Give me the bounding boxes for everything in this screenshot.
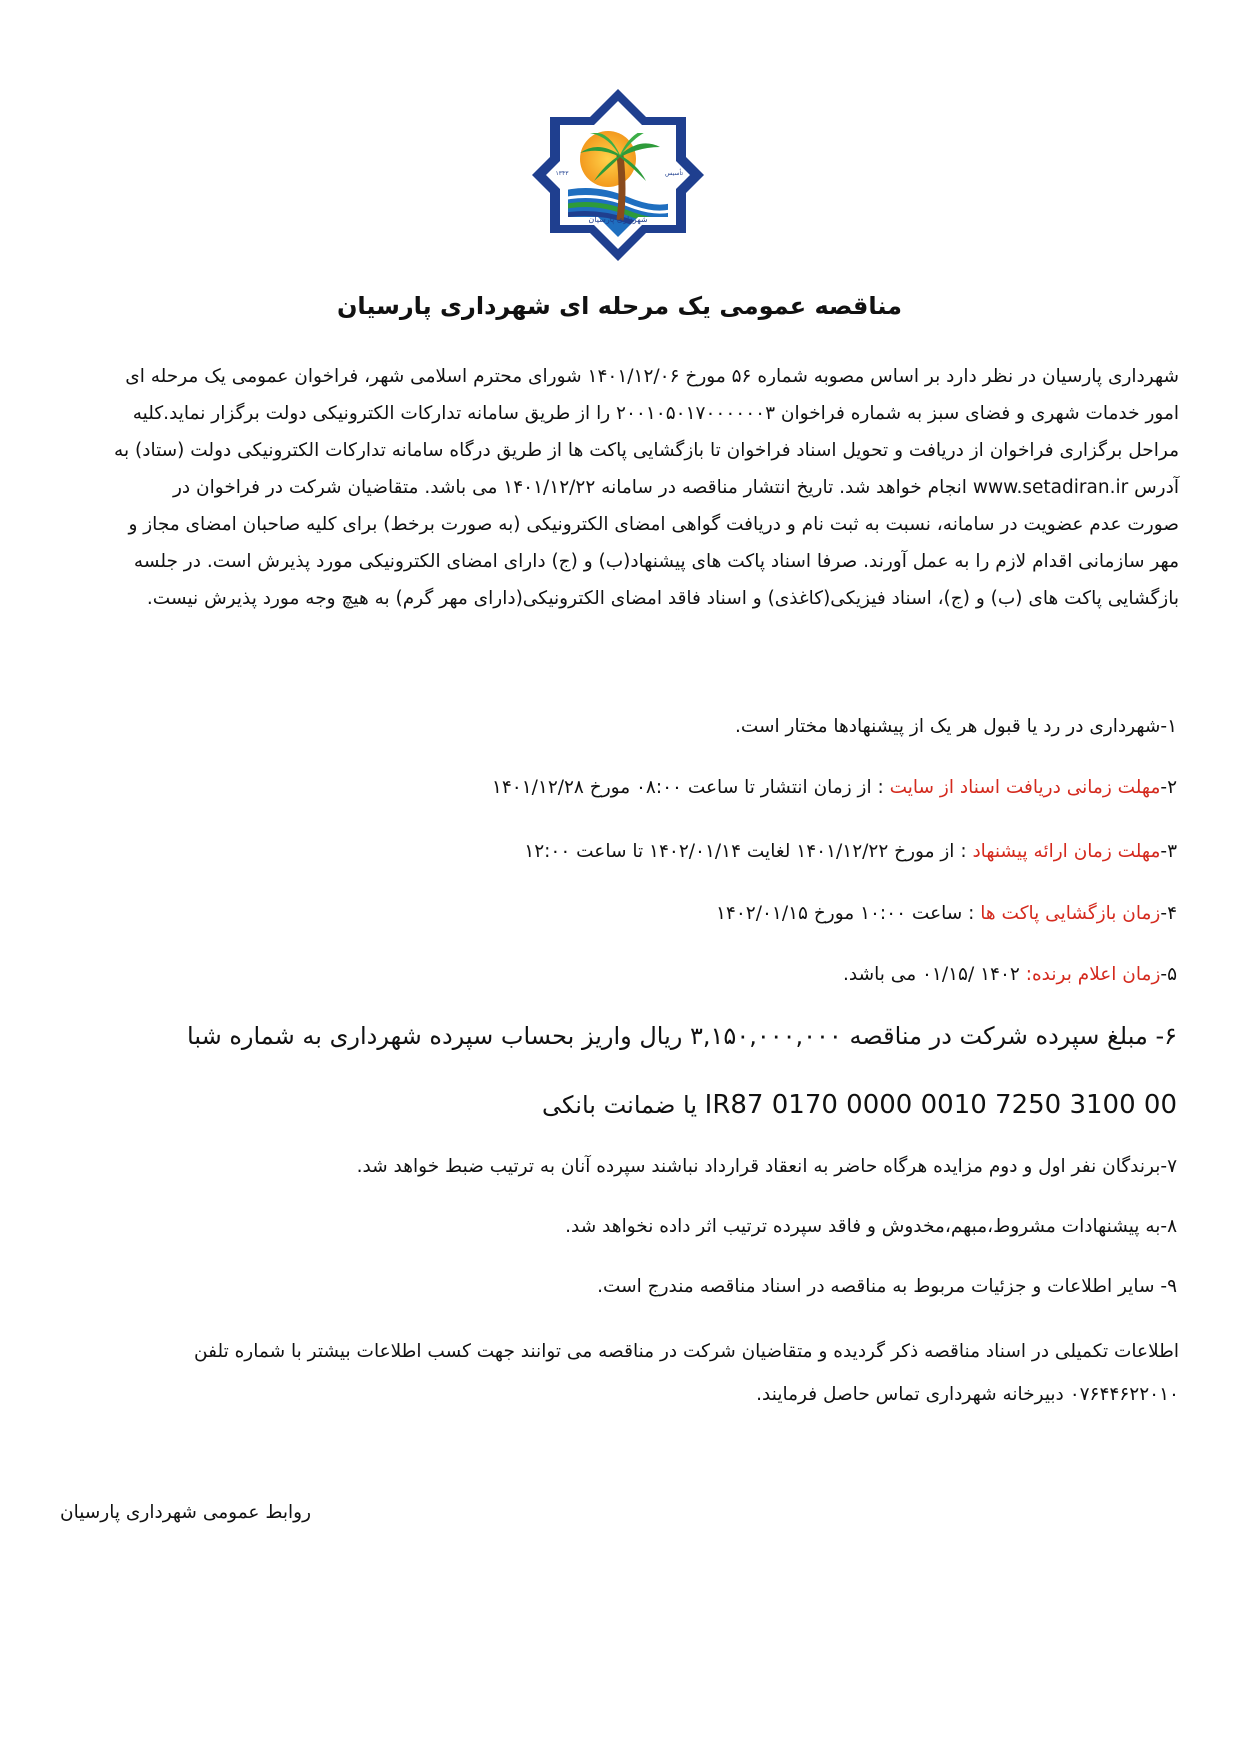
list-item-5 [60, 964, 1177, 985]
intro-address-label: آدرس [1134, 477, 1179, 498]
item-value: : از زمان انتشار تا ساعت ۰۸:۰۰ مورخ ۱۴۰۱/۱۲/۲۸ [491, 777, 890, 798]
list-item-7: ۷-برندگان نفر اول و دوم مزایده هرگاه حاضر به انعقاد قرارداد نباشند سپرده آنان به ترتیب ضبط خواهد شد. [356, 1156, 1177, 1177]
intro-line: مراحل برگزاری فراخوان از دریافت و تحویل اسناد فراخوان تا بازگشایی پاکت ها از طریق درگاه سامانه تدارکات الکترونیکی دولت (ستاد) به [114, 440, 1179, 461]
item-value: : از مورخ ۱۴۰۱/۱۲/۲۲ لغایت ۱۴۰۲/۰۱/۱۴ تا ساعت ۱۲:۰۰ [524, 841, 973, 862]
item-label: زمان اعلام برنده: [1025, 964, 1161, 985]
intro-line: صورت عدم عضویت در سامانه، نسبت به ثبت نام و دریافت گواهی امضای الکترونیکی (به صورت برخط) برای کلیه صاحبان امضای مجاز و [128, 514, 1179, 535]
list-item-4 [60, 903, 1177, 924]
page-title: مناقصه عمومی یک مرحله ای شهرداری پارسیان [336, 292, 903, 320]
item-number: ۲- [1160, 777, 1177, 798]
item-label: مهلت زمانی دریافت اسناد از سایت [889, 777, 1161, 798]
item-number: ۵- [1160, 964, 1177, 985]
item-number: ۳- [1160, 841, 1177, 862]
item-number: ۴- [1160, 903, 1177, 924]
outro-line: ۰۷۶۴۴۶۲۲۰۱۰ دبیرخانه شهرداری تماس حاصل فرمایند. [756, 1384, 1179, 1405]
logo-year: ۱۳۴۳ [555, 170, 569, 177]
setadiran-link[interactable]: www.setadiran.ir [972, 477, 1129, 498]
palm-tree-star-seal-icon [528, 85, 708, 265]
item-value: ۱۴۰۲ /۰۱/۱۵ می باشد. [843, 964, 1026, 985]
logo-founded: تأسیس [665, 170, 683, 177]
intro-line: بازگشایی پاکت های (ب) و (ج)، اسناد فیزیکی(کاغذی) و اسناد فاقد امضای الکترونیکی(دارای مهر گرم) به هیچ وجه مورد پذیرش نیست. [146, 588, 1179, 609]
list-item-6: ۶- مبلغ سپرده شرکت در مناقصه ۳,۱۵۰,۰۰۰,۰۰۰ ریال واریز بحساب سپرده شهرداری به شماره شبا [187, 1022, 1177, 1050]
intro-line: شهرداری پارسیان در نظر دارد بر اساس مصوبه شماره ۵۶ مورخ ۱۴۰۱/۱۲/۰۶ شورای محترم اسلامی شهر، فراخوان عمومی یک مرحله ای [125, 366, 1179, 387]
intro-line: مهر سازمانی اقدام لازم را به عمل آورند. صرفا اسناد پاکت های پیشنهاد(ب) و (ج) دارای امضای الکترونیکی مورد پذیرش است. در جلسه [133, 551, 1179, 572]
intro-line: امور خدمات شهری و فضای سبز به شماره فراخوان ۲۰۰۱۰۵۰۱۷۰۰۰۰۰۰۳ را از طریق سامانه تدارکات الکترونیکی دولت برگزار نماید.کلیه [132, 403, 1179, 424]
list-item-8: ۸-به پیشنهادات مشروط،مبهم،مخدوش و فاقد سپرده ترتیب اثر داده نخواهد شد. [565, 1216, 1177, 1237]
list-item-3 [60, 841, 1177, 862]
intro-line [60, 469, 1179, 506]
intro-line-rest: انجام خواهد شد. تاریخ انتشار مناقصه در سامانه ۱۴۰۱/۱۲/۲۲ می باشد. متقاضیان شرکت در فراخوان در [172, 477, 967, 498]
intro-paragraph [60, 358, 1179, 617]
iban-number: IR87 0170 0000 0010 7250 3100 00 [704, 1090, 1177, 1120]
item-label: زمان بازگشایی پاکت ها [980, 903, 1161, 924]
logo-text: شهرداری پارسیان [588, 215, 648, 224]
list-item-6-iban-line [60, 1090, 1177, 1120]
list-item-1: ۱-شهرداری در رد یا قبول هر یک از پیشنهادها مختار است. [734, 716, 1177, 737]
item-label: مهلت زمان ارائه پیشنهاد [972, 841, 1161, 862]
list-item-9: ۹- سایر اطلاعات و جزئیات مربوط به مناقصه در اسناد مناقصه مندرج است. [597, 1276, 1177, 1297]
list-item-2 [60, 777, 1177, 798]
contact-paragraph [60, 1330, 1179, 1416]
item-value: : ساعت ۱۰:۰۰ مورخ ۱۴۰۲/۰۱/۱۵ [715, 903, 981, 924]
outro-line: اطلاعات تکمیلی در اسناد مناقصه ذکر گردیده و متقاضیان شرکت در مناقصه می توانند جهت کسب اطلاعات بیشتر با شماره تلفن [194, 1341, 1179, 1362]
signature: روابط عمومی شهرداری پارسیان [60, 1502, 312, 1523]
iban-tail: یا ضمانت بانکی [542, 1091, 705, 1119]
